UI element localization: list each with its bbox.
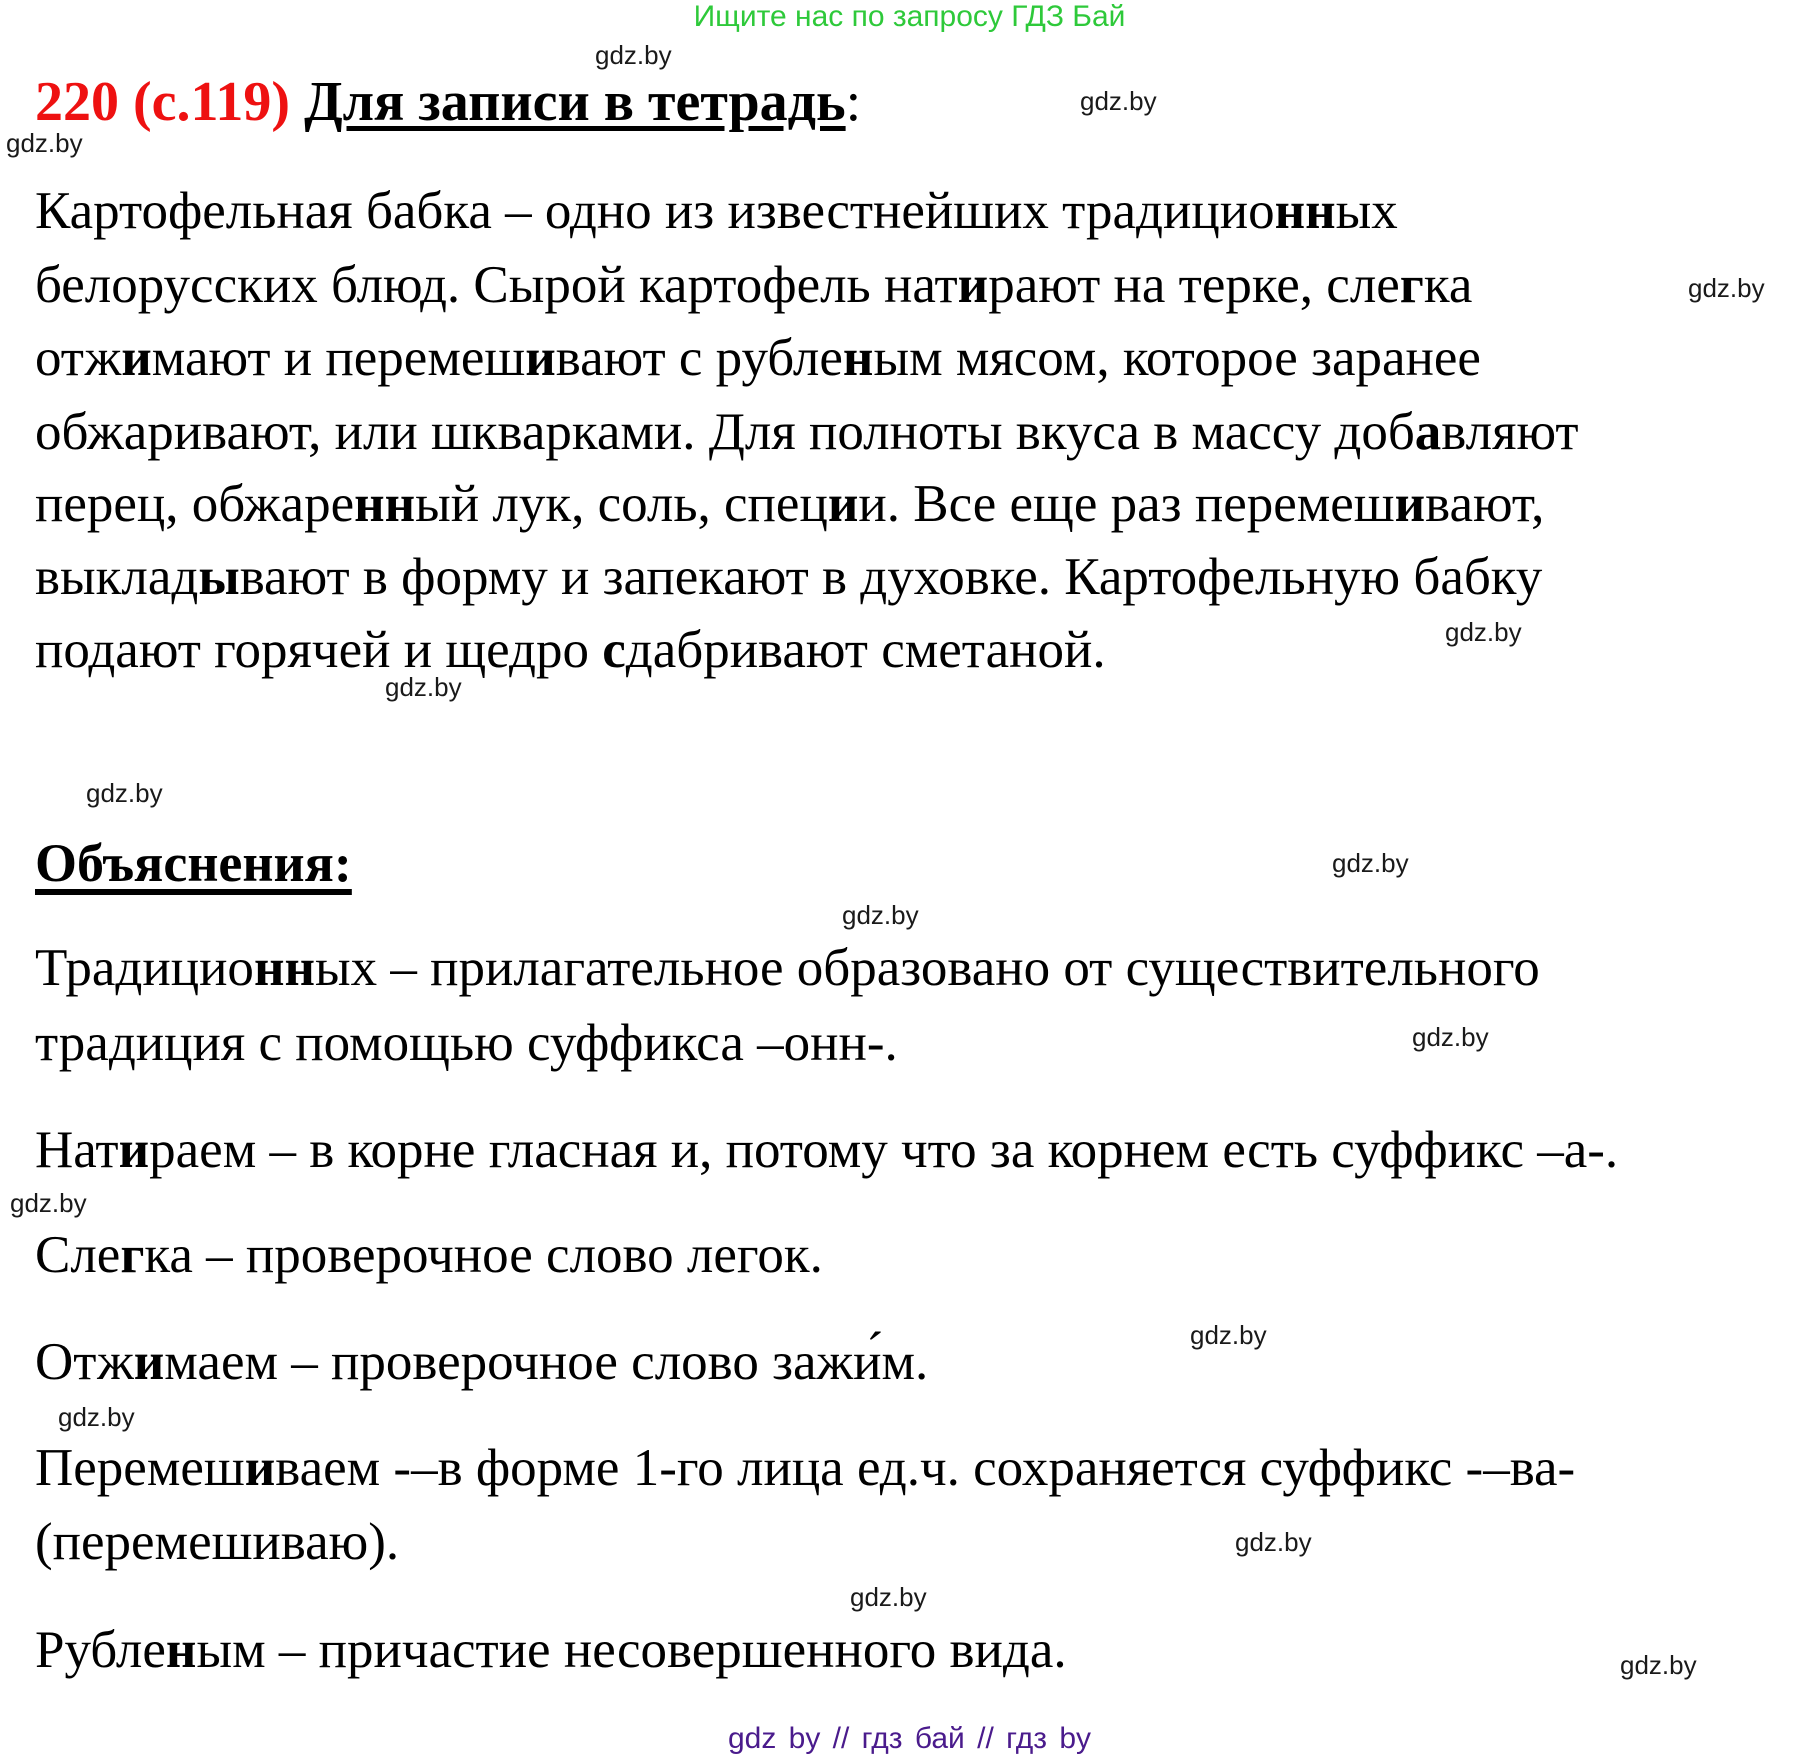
explanation-line: [35, 1120, 1618, 1180]
text-segment: маем – проверочное слово зажи́м.: [164, 1333, 929, 1391]
exercise-header: [35, 70, 861, 134]
highlighted-letter: и: [827, 475, 859, 533]
text-segment: белорусских блюд. Сырой картофель нат: [35, 256, 958, 314]
paragraph-line: [35, 547, 1542, 607]
text-segment: Картофельная бабка – одно из известнейших традицио: [35, 182, 1275, 240]
highlighted-letter: и: [244, 1439, 276, 1497]
highlighted-letter: г: [1399, 256, 1424, 314]
watermark: gdz.by: [1412, 1022, 1489, 1052]
highlighted-letter: а: [1414, 403, 1442, 461]
highlighted-letter: ы: [198, 548, 240, 606]
watermark: gdz.by: [1235, 1527, 1312, 1557]
text-segment: ка – проверочное слово легок.: [144, 1226, 823, 1284]
explanation-line: [35, 1225, 823, 1285]
text-segment: ых – прилагательное образовано от существительного: [315, 939, 1540, 997]
text-segment: мают и перемеш: [151, 329, 526, 387]
highlighted-letter: и: [133, 1333, 165, 1391]
explanation-line: [35, 1438, 1575, 1498]
highlighted-letter: и: [525, 329, 556, 387]
text-segment: выклад: [35, 548, 199, 606]
text-segment: вляют: [1441, 403, 1579, 461]
text-segment: ым мясом, которое заранее: [873, 329, 1481, 387]
watermark: gdz.by: [10, 1188, 87, 1218]
watermark: gdz.by: [842, 900, 919, 930]
explanation-line: [35, 1512, 399, 1572]
text-segment: Нат: [35, 1121, 119, 1179]
footer-links: gdz by // гдз бай // гдз by: [727, 1722, 1092, 1755]
watermark: gdz.by: [850, 1582, 927, 1612]
watermark: gdz.by: [1080, 86, 1157, 116]
highlighted-letter: и: [1394, 475, 1426, 533]
text-segment: раем – в корне гласная и, потому что за корнем есть суффикс –а-.: [149, 1121, 1619, 1179]
text-segment: вают в форму и запекают в духовке. Картофельную бабку: [239, 548, 1543, 606]
text-segment: ый лук, соль, спец: [415, 475, 828, 533]
watermark: gdz.by: [1445, 617, 1522, 647]
exercise-number: 220 (с.119): [35, 71, 291, 133]
watermark: gdz.by: [58, 1402, 135, 1432]
explanation-line: [35, 938, 1540, 998]
text-segment: ым – причастие несовершенного вида.: [196, 1621, 1067, 1679]
text-segment: отж: [35, 329, 122, 387]
highlighted-letter: н: [842, 329, 874, 387]
text-segment: обжаривают, или шкварками. Для полноты вкуса в массу доб: [35, 403, 1415, 461]
watermark: gdz.by: [86, 778, 163, 808]
text-segment: дабривают сметаной.: [625, 621, 1106, 679]
text-segment: (перемешиваю).: [35, 1513, 400, 1571]
text-segment: Сле: [35, 1226, 121, 1284]
text-segment: Перемеш: [35, 1439, 245, 1497]
text-segment: Рубле: [35, 1621, 166, 1679]
watermark: gdz.by: [1332, 848, 1409, 878]
highlighted-letter: н: [165, 1621, 197, 1679]
text-segment: и. Все еще раз перемеш: [858, 475, 1395, 533]
text-segment: ваем -–в форме 1-го лица ед.ч. сохраняется суффикс -–ва-: [275, 1439, 1576, 1497]
highlighted-letter: г: [120, 1226, 145, 1284]
text-segment: вают,: [1425, 475, 1545, 533]
watermark: gdz.by: [385, 672, 462, 702]
text-segment: рают на терке, сле: [988, 256, 1400, 314]
watermark: gdz.by: [595, 40, 672, 70]
text-segment: традиция с помощью суффикса –онн-.: [35, 1014, 898, 1072]
highlighted-letter: и: [118, 1121, 150, 1179]
paragraph-line: [35, 181, 1398, 241]
title-colon: :: [845, 71, 862, 133]
explanation-line: [35, 1013, 898, 1073]
watermark: gdz.by: [6, 128, 83, 158]
paragraph-line: [35, 402, 1579, 462]
highlighted-letter: нн: [253, 939, 316, 997]
explanation-line: [35, 1332, 928, 1392]
exercise-title: Для записи в тетрадь: [304, 71, 846, 133]
paragraph-line: [35, 328, 1481, 388]
text-segment: перец, обжаре: [35, 475, 355, 533]
watermark: gdz.by: [1620, 1650, 1697, 1680]
text-segment: вают с рубле: [555, 329, 843, 387]
highlighted-letter: с: [602, 621, 626, 679]
text-segment: Традицио: [35, 939, 254, 997]
highlighted-letter: и: [957, 256, 989, 314]
explanations-title: Объяснения:: [35, 833, 352, 893]
text-segment: ых: [1335, 182, 1398, 240]
explanation-line: [35, 1620, 1067, 1680]
paragraph-line: [35, 255, 1472, 315]
watermark: gdz.by: [1688, 273, 1765, 303]
paragraph-line: [35, 620, 1106, 680]
highlighted-letter: нн: [354, 475, 416, 533]
paragraph-line: [35, 474, 1544, 534]
highlighted-letter: нн: [1274, 182, 1336, 240]
text-segment: ка: [1423, 256, 1473, 314]
search-banner: Ищите нас по запросу ГДЗ Бай: [693, 0, 1126, 33]
text-segment: Отж: [35, 1333, 134, 1391]
text-segment: подают горячей и щедро: [35, 621, 603, 679]
watermark: gdz.by: [1190, 1320, 1267, 1350]
highlighted-letter: и: [121, 329, 152, 387]
